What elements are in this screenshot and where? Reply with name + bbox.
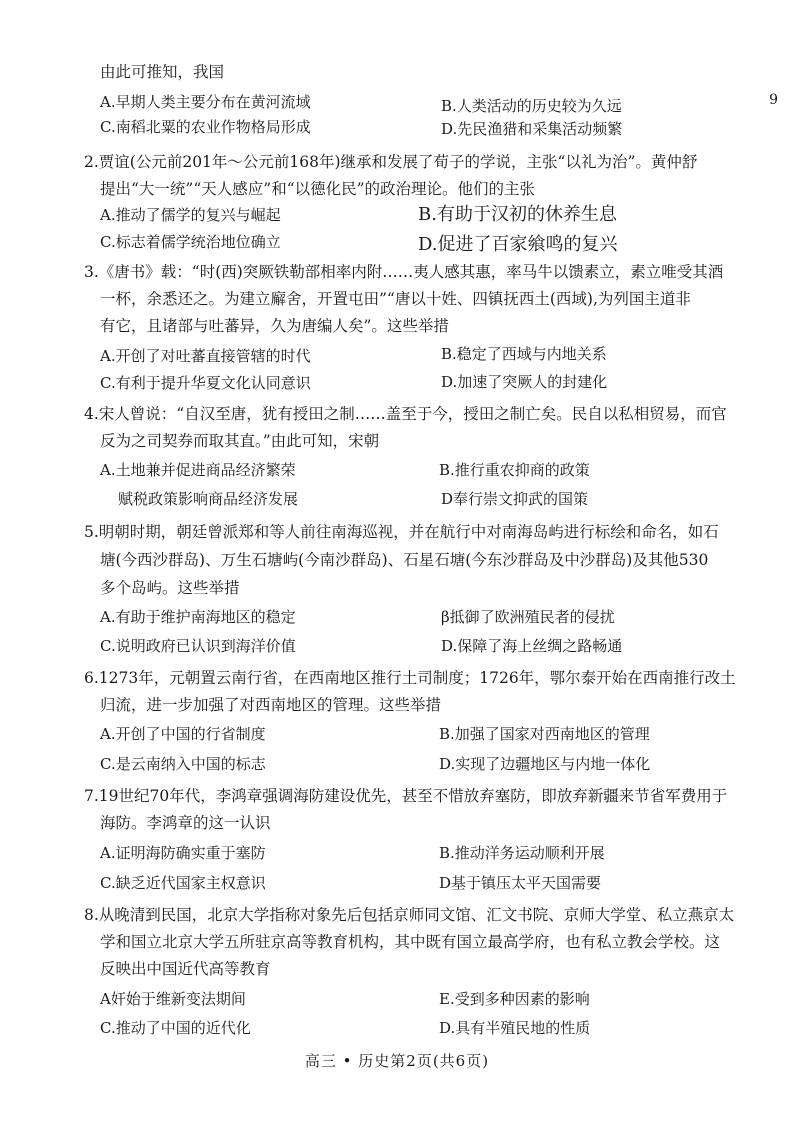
q3-stem-line3: 有它，且诸部与吐蕃异，久为唐编人矣”。这些举措: [100, 317, 449, 335]
q1-option-c: C.南稻北粟的农业作物格局形成: [100, 118, 311, 136]
q7-stem-line2: 海防。李鸿章的这一认识: [100, 814, 271, 832]
q8-stem-line2: 学和国立北京大学五所驻京高等教育机构，其中既有国立最高学府，也有私立教会学校。这: [100, 933, 721, 951]
q3-option-b: B.稳定了西域与内地关系: [441, 345, 607, 363]
q2-option-b: B.有助于汉初的休养生息: [418, 204, 617, 225]
q3-option-c: C.有利于提升华夏文化认同意识: [100, 374, 311, 392]
q6-stem-line2: 归流，进一步加强了对西南地区的管理。这些举措: [100, 696, 442, 714]
q2-stem-line2: 提出“大一统”“天人感应”和“以德化民”的政治理论。他们的主张: [100, 180, 536, 198]
q1-option-d: D.先民渔猎和采集活动频繁: [441, 120, 623, 138]
q5-stem-line2: 塘(今西沙群岛)、万生石塘屿(今南沙群岛)、石星石塘(今东沙群岛及中沙群岛)及其他530: [100, 551, 709, 569]
q6-option-c: C.是云南纳入中国的标志: [100, 755, 266, 773]
q8-option-d: D.具有半殖民地的性质: [439, 1019, 591, 1037]
q6-option-a: A.开创了中国的行省制度: [100, 725, 266, 743]
q5-option-b: β抵御了欧洲殖民者的侵扰: [441, 608, 615, 626]
q3-stem-line1: 3.《唐书》载：“时(西)突厥铁勒部相率内附……夷人感其惠，率马牛以馈素立，素立唯受其酒: [84, 263, 724, 281]
q4-option-a: A.土地兼并促进商品经济繁荣: [100, 461, 296, 479]
q5-option-a: A.有助于维护南海地区的稳定: [100, 608, 296, 626]
q6-option-b: B.加强了国家对西南地区的管理: [439, 725, 650, 743]
q4-stem-line2: 反为之司契券而取其直。”由此可知，宋朝: [100, 432, 380, 450]
q7-option-c: C.缺乏近代国家主权意识: [100, 874, 266, 892]
q2-option-a: A.推动了儒学的复兴与崛起: [100, 206, 281, 224]
q2-stem-line1: 2.贾谊(公元前201年～公元前168年)继承和发展了荀子的学说，主张“以礼为治”。黄仲舒: [84, 153, 698, 171]
q8-option-c: C.推动了中国的近代化: [100, 1019, 251, 1037]
page-footer: 高三 • 历史第2页(共6页): [304, 1052, 490, 1070]
q5-option-d: D.保障了海上丝绸之路畅通: [441, 637, 623, 655]
q4-option-c: 赋税政策影响商品经济发展: [118, 490, 299, 508]
q2-option-d: D.促进了百家飨鸣的复兴: [418, 234, 618, 255]
q8-option-a: A奸始于维新变法期间: [100, 990, 246, 1008]
q3-stem-line2: 一杯，余悉还之。为建立廨舍，开置屯田”“唐以十姓、四镇抚西土(西域),为列国主道非: [100, 290, 691, 308]
q2-option-c: C.标志着儒学统治地位确立: [100, 233, 281, 251]
side-page-number: 9: [769, 92, 778, 108]
q5-stem-line3: 多个岛屿。这些举措: [100, 579, 240, 597]
q1-option-a: A.早期人类主要分布在黄河流域: [100, 93, 311, 111]
q3-option-a: A.开创了对吐蕃直接管辖的时代: [100, 347, 311, 365]
q8-option-b: E.受到多种因素的影响: [439, 990, 590, 1008]
q7-option-b: B.推动洋务运动顺利开展: [439, 844, 605, 862]
q4-option-b: B.推行重农抑商的政策: [439, 461, 590, 479]
q7-option-a: A.证明海防确实重于塞防: [100, 844, 266, 862]
q1-stem-tail: 由此可推知，我国: [100, 63, 225, 81]
q4-stem-line1: 4.宋人曾说：“自汉至唐，犹有授田之制……盖至于今，授田之制亡矣。民自以私相贸易，而官: [84, 405, 727, 423]
q8-stem-line3: 反映出中国近代高等教育: [100, 960, 271, 978]
q6-stem-line1: 6.1273年，元朝置云南行省，在西南地区推行土司制度；1726年，鄂尔泰开始在西南推行改土: [84, 669, 736, 687]
q3-option-d: D.加速了突厥人的封建化: [441, 373, 608, 391]
q5-option-c: C.说明政府已认识到海洋价值: [100, 637, 296, 655]
q5-stem-line1: 5.明朝时期，朝廷曾派郑和等人前往南海巡视，并在航行中对南海岛屿进行标绘和命名，如石: [84, 523, 719, 541]
q6-option-d: D.实现了边疆地区与内地一体化: [439, 755, 651, 773]
q4-option-d: D奉行崇文抑武的国策: [441, 490, 589, 508]
q1-option-b: B.人类活动的历史较为久远: [441, 97, 622, 115]
q8-stem-line1: 8.从晚清到民国，北京大学指称对象先后包括京师同文馆、汇文书院、京师大学堂、私立燕京太: [84, 906, 735, 924]
q7-stem-line1: 7.19世纪70年代，李鸿章强调海防建设优先，甚至不惜放弃塞防，即放弃新疆来节省军费用于: [84, 787, 728, 805]
q7-option-d: D基于镇压太平天国需要: [439, 874, 602, 892]
